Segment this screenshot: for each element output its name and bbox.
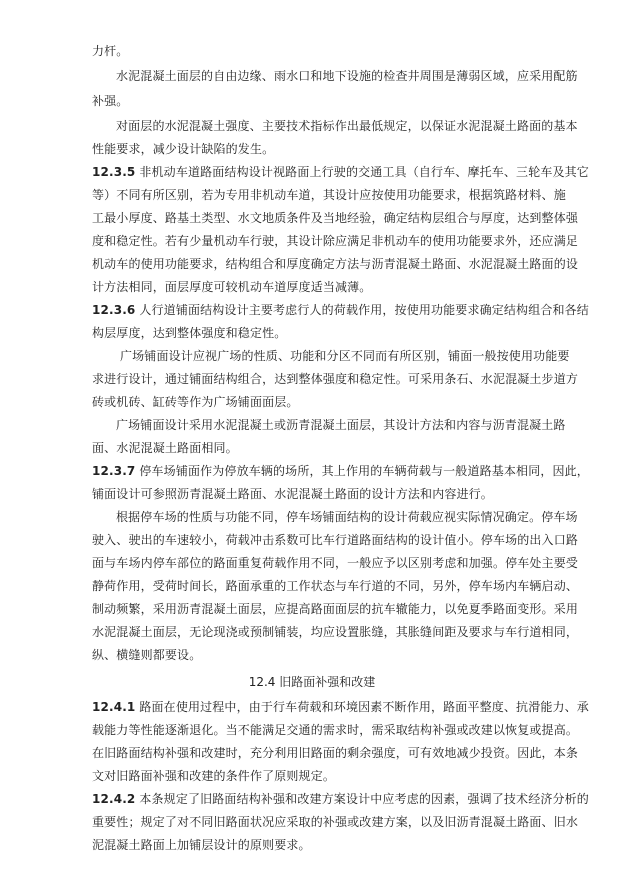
text-line: 静荷作用，受荷时间长，路面承重的工作状态与车行道的不同，另外，停车场内车辆启动、 bbox=[92, 579, 579, 593]
clause-text: 非机动车道路面结构设计视路面上行驶的交通工具（自行车、摩托车、三轮车及其它 bbox=[135, 165, 589, 179]
text-line: 广场铺面设计采用水泥混凝土或沥青混凝土面层，其设计方法和内容与沥青混凝土路 bbox=[116, 418, 566, 432]
clause-number: 12.4.2 bbox=[92, 792, 136, 806]
text-line: 纵、横缝则都要设。 bbox=[92, 648, 202, 662]
clause-text: 路面在使用过程中，由于行车荷载和环境因素不断作用，路面平整度、抗滑能力、承 bbox=[135, 700, 589, 714]
text-line: 泥混凝土路面上加铺层设计的原则要求。 bbox=[92, 838, 311, 852]
text-line: 求进行设计，通过铺面结构组合，达到整体强度和稳定性。可采用条石、水泥混凝土步道方 bbox=[92, 372, 579, 386]
clause-12-4-1 bbox=[92, 700, 589, 714]
text-line: 机动车的使用功能要求，结构组合和厚度确定方法与沥青混凝土路面、水泥混凝土路面的设 bbox=[92, 257, 579, 271]
text-line: 铺面设计可参照沥青混凝土路面、水泥混凝土路面的设计方法和内容进行。 bbox=[92, 487, 493, 501]
clause-number: 12.3.5 bbox=[92, 165, 136, 179]
text-line: 工最小厚度、路基土类型、水文地质条件及当地经验，确定结构层组合与厚度，达到整体强 bbox=[92, 211, 579, 225]
text-line: 驶入、驶出的车速较小，荷载冲击系数可比车行道路面结构的设计值小。停车场的出入口路 bbox=[92, 533, 579, 547]
text-line: 等）不同有所区别，若为专用非机动车道，其设计应按使用功能要求，根据筑路材料、施 bbox=[92, 188, 566, 202]
text-line: 砖或机砖、缸砖等作为广场铺面面层。 bbox=[92, 395, 299, 409]
clause-number: 12.3.6 bbox=[92, 303, 136, 317]
text-line: 载能力等性能逐渐退化。当不能满足交通的需求时，需采取结构补强或改建以恢复或提高。 bbox=[92, 723, 579, 737]
clause-12-3-6 bbox=[92, 303, 589, 317]
text-line: 力杆。 bbox=[92, 44, 129, 58]
text-line: 水泥混凝土面层，无论现浇或预制铺装，均应设置胀缝，其胀缝间距及要求与车行道相同， bbox=[92, 625, 579, 639]
text-line: 补强。 bbox=[92, 94, 129, 108]
text-line: 性能要求，减少设计缺陷的发生。 bbox=[92, 142, 275, 156]
text-line: 对面层的水泥混凝土强度、主要技术指标作出最低规定，以保证水泥混凝土路面的基本 bbox=[116, 119, 578, 133]
text-line: 面与车场内停车部位的路面重复荷载作用不同，一般应予以区别考虑和加强。停车处主要受 bbox=[92, 556, 579, 570]
text-line: 构层厚度，达到整体强度和稳定性。 bbox=[92, 326, 287, 340]
clause-12-3-5 bbox=[92, 165, 589, 179]
section-heading: 12.4 旧路面补强和改建 bbox=[248, 675, 376, 689]
text-line: 重要性；规定了对不同旧路面状况应采取的补强或改建方案，以及旧沥青混凝土路面、旧水 bbox=[92, 815, 579, 829]
text-line: 在旧路面结构补强和改建时，充分利用旧路面的剩余强度，可有效地减少投资。因此，本条 bbox=[92, 746, 579, 760]
clause-12-3-7 bbox=[92, 464, 589, 478]
clause-12-4-2 bbox=[92, 792, 589, 806]
text-line: 广场铺面设计应视广场的性质、功能和分区不同而有所区别，铺面一般按使用功能要 bbox=[120, 349, 570, 363]
text-line: 文对旧路面补强和改建的条件作了原则规定。 bbox=[92, 769, 336, 783]
body-text bbox=[92, 0, 589, 876]
clause-number: 12.4.1 bbox=[92, 700, 136, 714]
text-line: 根据停车场的性质与功能不同，停车场铺面结构的设计荷载应视实际情况确定。停车场 bbox=[116, 510, 578, 524]
clause-text: 人行道铺面结构设计主要考虑行人的荷载作用，按使用功能要求确定结构组合和各结 bbox=[135, 303, 589, 317]
text-line: 水泥混凝土面层的自由边缘、雨水口和地下设施的检查井周围是薄弱区域，应采用配筋 bbox=[116, 69, 578, 83]
text-line: 制动频繁，采用沥青混凝土面层，应提高路面面层的抗车辙能力，以免夏季路面变形。采用 bbox=[92, 602, 579, 616]
text-line: 计方法相同，面层厚度可较机动车道厚度适当减薄。 bbox=[92, 280, 372, 294]
clause-number: 12.3.7 bbox=[92, 464, 136, 478]
text-line: 度和稳定性。若有少量机动车行驶，其设计除应满足非机动车的使用功能要求外，还应满足 bbox=[92, 234, 579, 248]
clause-text: 本条规定了旧路面结构补强和改建方案设计中应考虑的因素，强调了技术经济分析的 bbox=[135, 792, 589, 806]
text-line: 面、水泥混凝土路面相同。 bbox=[92, 441, 238, 455]
clause-text: 停车场铺面作为停放车辆的场所，其上作用的车辆荷载与一般道路基本相同，因此， bbox=[135, 464, 589, 478]
